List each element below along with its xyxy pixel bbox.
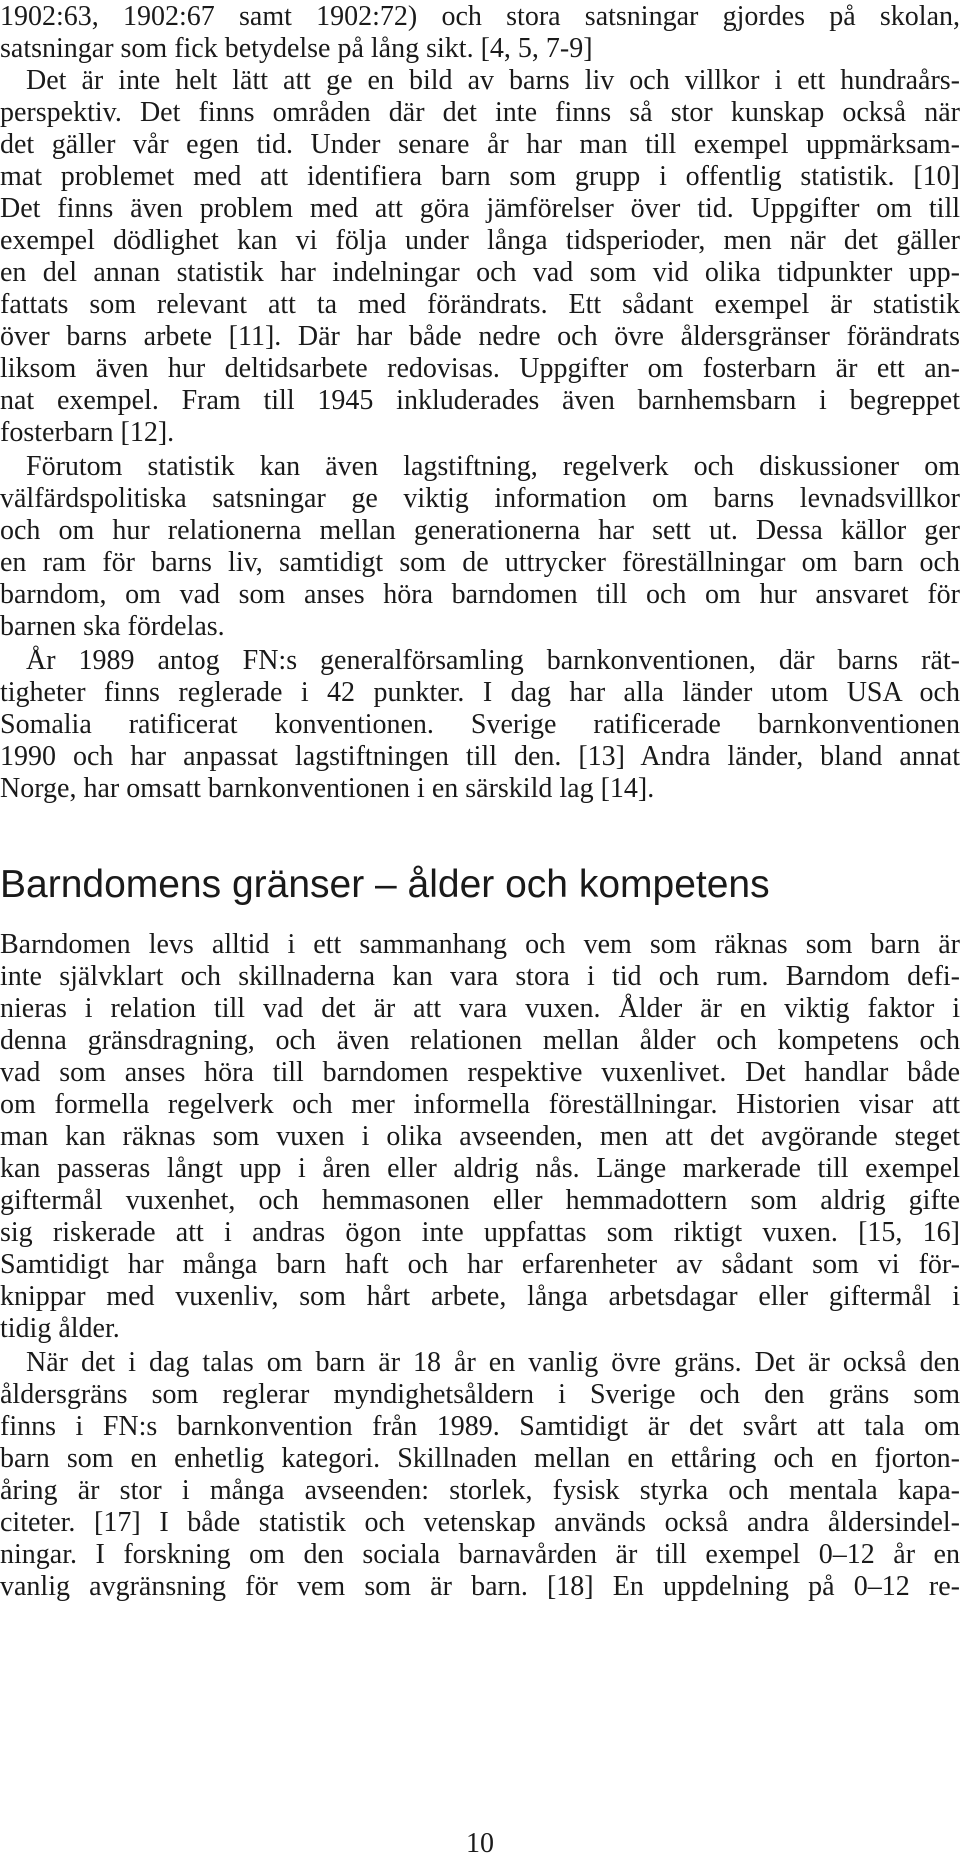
text-line: Norge, har omsatt barnkonventionen i en särskild lag [14].: [0, 773, 655, 804]
text-line: mat problemet med att identifiera barn som grupp i offentlig statistik. [10]: [0, 161, 960, 192]
text-line: satsningar som fick betydelse på lång sikt. [4, 5, 7-9]: [0, 33, 593, 64]
text-line: fosterbarn [12].: [0, 417, 175, 448]
text-line: en del annan statistik har indelningar och vad som vid olika tidpunkter upp-: [0, 257, 960, 288]
text-line: vad som anses höra till barndomen respektive vuxenlivet. Det handlar både: [0, 1057, 960, 1088]
text-line: perspektiv. Det finns områden där det inte finns så stor kunskap också när: [0, 97, 960, 128]
text-line: Barndomen levs alltid i ett sammanhang och vem som räknas som barn är: [0, 929, 960, 960]
text-line: om formella regelverk och mer informella föreställningar. Historien visar att: [0, 1089, 960, 1120]
text-line: ningar. I forskning om den sociala barnavården är till exempel 0–12 år en: [0, 1539, 960, 1570]
text-line: Förutom statistik kan även lagstiftning, regelverk och diskussioner om: [26, 451, 960, 482]
text-line: År 1989 antog FN:s generalförsamling barnkonventionen, där barns rät-: [26, 645, 960, 676]
text-line: man kan räknas som vuxen i olika avseenden, men att det avgörande steget: [0, 1121, 960, 1152]
text-line: exempel dödlighet kan vi följa under långa tidsperioder, men när det gäller: [0, 225, 960, 256]
text-line: välfärdspolitiska satsningar ge viktig information om barns levnadsvillkor: [0, 483, 960, 514]
text-line: finns i FN:s barnkonvention från 1989. Samtidigt är det svårt att tala om: [0, 1411, 960, 1442]
text-line: barndom, om vad som anses höra barndomen till och om hur ansvaret för: [0, 579, 960, 610]
page-number: 10: [466, 1828, 494, 1859]
text-line: Somalia ratificerat konventionen. Sverige ratificerade barnkonventionen: [0, 709, 960, 740]
text-line: När det i dag talas om barn är 18 år en vanlig övre gräns. Det är också den: [26, 1347, 960, 1378]
text-line: åldersgräns som reglerar myndighetsåldern i Sverige och den gräns som: [0, 1379, 960, 1410]
text-line: denna gränsdragning, och även relationen mellan ålder och kompetens och: [0, 1025, 960, 1056]
text-line: nieras i relation till vad det är att vara vuxen. Ålder är en viktig faktor i: [0, 993, 960, 1024]
text-line: 1902:63, 1902:67 samt 1902:72) och stora satsningar gjordes på skolan,: [0, 1, 960, 32]
text-line: liksom även hur deltidsarbete redovisas. Uppgifter om fosterbarn är ett an-: [0, 353, 960, 384]
text-line: nat exempel. Fram till 1945 inkluderades även barnhemsbarn i begreppet: [0, 385, 960, 416]
section-heading: Barndomens gränser – ålder och kompetens: [0, 863, 770, 906]
text-line: 1990 och har anpassat lagstiftningen till den. [13] Andra länder, bland annat: [0, 741, 960, 772]
text-line: giftermål vuxenhet, och hemmasonen eller hemmadottern som aldrig gifte: [0, 1185, 960, 1216]
text-line: fattats som relevant att ta med förändrats. Ett sådant exempel är statistik: [0, 289, 960, 320]
text-line: en ram för barns liv, samtidigt som de uttrycker föreställningar om barn och: [0, 547, 960, 578]
text-line: det gäller vår egen tid. Under senare år har man till exempel uppmärksam-: [0, 129, 960, 160]
text-line: tidig ålder.: [0, 1313, 120, 1344]
text-line: åring är stor i många avseenden: storlek, fysisk styrka och mentala kapa-: [0, 1475, 960, 1506]
text-line: vanlig avgränsning för vem som är barn. [18] En uppdelning på 0–12 re-: [0, 1571, 960, 1602]
text-line: och om hur relationerna mellan generationerna har sett ut. Dessa källor ger: [0, 515, 960, 546]
text-line: över barns arbete [11]. Där har både nedre och övre åldersgränser förändrats: [0, 321, 960, 352]
text-line: sig riskerade att i andras ögon inte uppfattas som riktigt vuxen. [15, 16]: [0, 1217, 960, 1248]
text-line: citeter. [17] I både statistik och vetenskap används också andra åldersindel-: [0, 1507, 960, 1538]
text-line: kan passeras långt upp i åren eller aldrig nås. Länge markerade till exempel: [0, 1153, 960, 1184]
text-line: Det är inte helt lätt att ge en bild av barns liv och villkor i ett hundraårs-: [26, 65, 960, 96]
text-line: Samtidigt har många barn haft och har erfarenheter av sådant som vi för-: [0, 1249, 960, 1280]
text-line: barnen ska fördelas.: [0, 611, 225, 642]
text-line: knippar med vuxenliv, som hårt arbete, långa arbetsdagar eller giftermål i: [0, 1281, 960, 1312]
text-line: Det finns även problem med att göra jämförelser över tid. Uppgifter om till: [0, 193, 960, 224]
text-line: barn som en enhetlig kategori. Skillnaden mellan en ettåring och en fjorton-: [0, 1443, 960, 1474]
text-line: inte självklart och skillnaderna kan vara stora i tid och rum. Barndom defi-: [0, 961, 960, 992]
text-line: tigheter finns reglerade i 42 punkter. I dag har alla länder utom USA och: [0, 677, 960, 708]
